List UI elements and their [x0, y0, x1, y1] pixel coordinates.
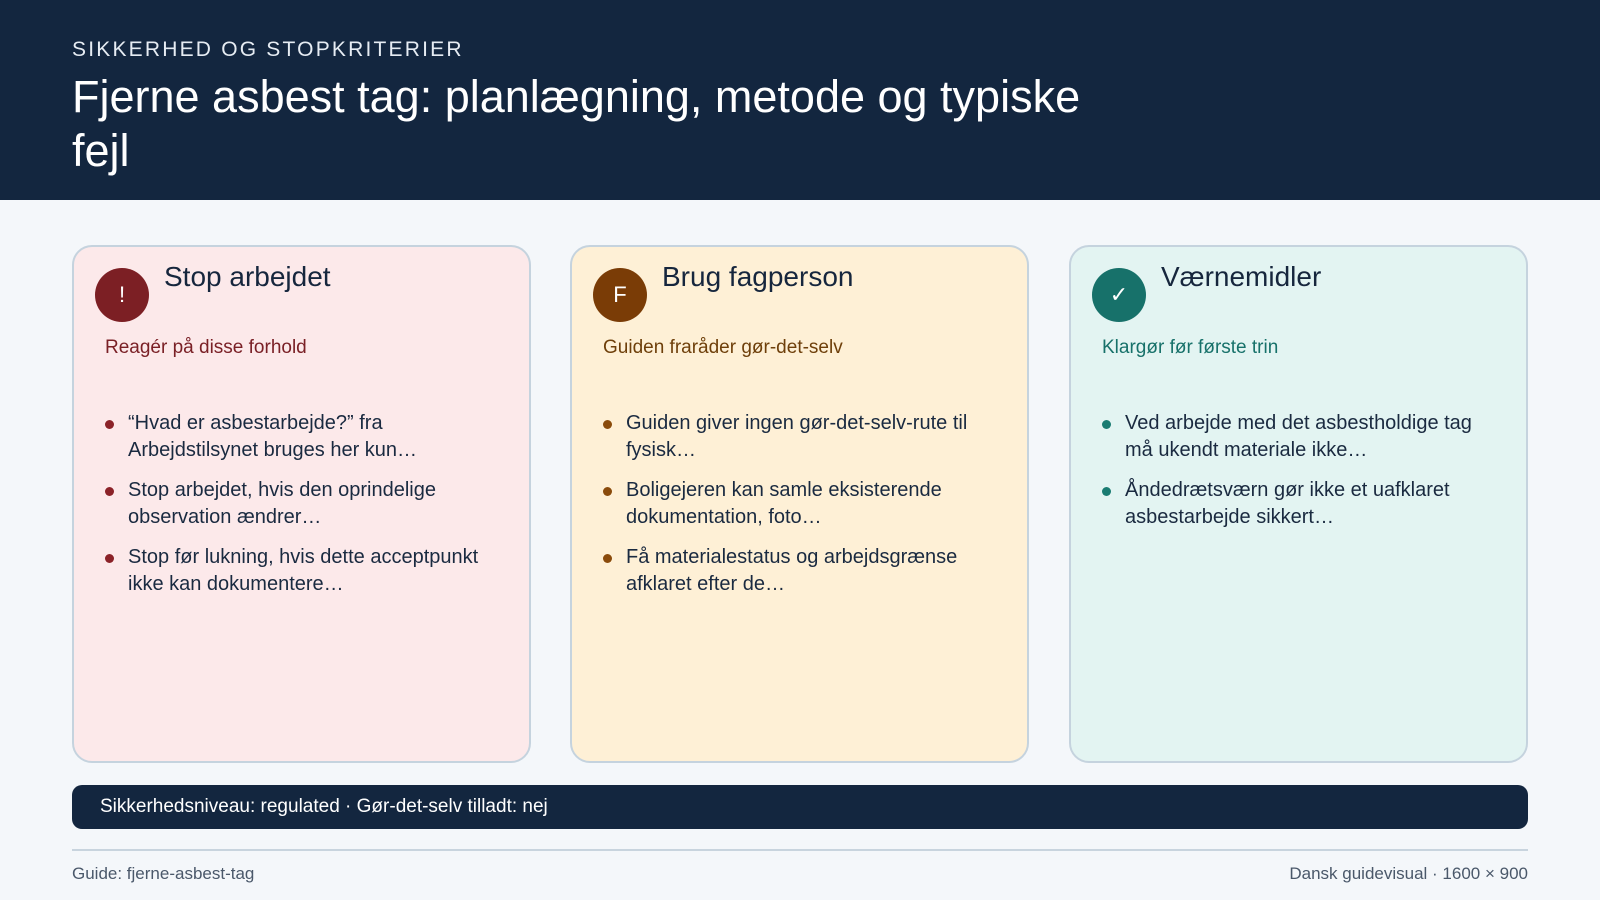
- bullet-text: Få materialestatus og arbejdsgrænse afklaret efter de…: [626, 546, 958, 595]
- bullet-dot-icon: [603, 420, 612, 429]
- exclamation-icon: !: [95, 268, 149, 322]
- page-title: Fjerne asbest tag: planlægning, metode og typiske fejl: [72, 71, 1081, 176]
- letter-f-icon: F: [593, 268, 647, 322]
- card-title: Værnemidler: [1161, 261, 1322, 292]
- bullet-text: Stop før lukning, hvis dette acceptpunkt ikke kan dokumentere…: [128, 546, 479, 595]
- card-title: Stop arbejdet: [164, 261, 331, 292]
- bullet-dot-icon: [1102, 420, 1111, 429]
- status-bar: Sikkerhedsniveau: regulated · Gør-det-selv tilladt: nej: [72, 785, 1528, 829]
- cards-row: [72, 245, 1528, 763]
- list-item: [603, 544, 1003, 598]
- list-item: [1102, 477, 1502, 531]
- list-item: [105, 477, 505, 531]
- bullet-list: [105, 410, 505, 611]
- list-item: [105, 544, 505, 598]
- bullet-text: Åndedrætsværn gør ikke et uafklaret asbestarbejde sikkert…: [1125, 479, 1450, 528]
- bullet-text: Boligejeren kan samle eksisterende dokumentation, foto…: [626, 479, 942, 528]
- card-brug-fagperson: [570, 245, 1029, 763]
- bullet-text: Guiden giver ingen gør-det-selv-rute til fysisk…: [626, 412, 968, 461]
- card-subtitle: Reagér på disse forhold: [105, 337, 307, 358]
- card-subtitle: Klargør før første trin: [1102, 337, 1279, 358]
- section-kicker: SIKKERHED OG STOPKRITERIER: [72, 38, 464, 61]
- card-title: Brug fagperson: [662, 261, 854, 292]
- header-banner: [0, 0, 1600, 200]
- bullet-dot-icon: [603, 554, 612, 563]
- bullet-dot-icon: [105, 420, 114, 429]
- bullet-list: [1102, 410, 1502, 544]
- footer-guide-label: Guide: fjerne-asbest-tag: [72, 864, 255, 883]
- list-item: [603, 477, 1003, 531]
- card-vaernemidler: [1069, 245, 1528, 763]
- bullet-dot-icon: [603, 487, 612, 496]
- checkmark-icon: ✓: [1092, 268, 1146, 322]
- footer-caption: Dansk guidevisual · 1600 × 900: [1289, 864, 1528, 883]
- list-item: [603, 410, 1003, 464]
- bullet-dot-icon: [105, 487, 114, 496]
- bullet-text: Ved arbejde med det asbestholdige tag må ukendt materiale ikke…: [1125, 412, 1472, 461]
- bullet-dot-icon: [1102, 487, 1111, 496]
- card-stop-arbejdet: [72, 245, 531, 763]
- bullet-list: [603, 410, 1003, 611]
- list-item: [1102, 410, 1502, 464]
- bullet-dot-icon: [105, 554, 114, 563]
- card-subtitle: Guiden fraråder gør-det-selv: [603, 337, 843, 358]
- list-item: [105, 410, 505, 464]
- footer-divider: [72, 849, 1528, 851]
- bullet-text: Stop arbejdet, hvis den oprindelige observation ændrer…: [128, 479, 436, 528]
- bullet-text: “Hvad er asbestarbejde?” fra Arbejdstilsynet bruges her kun…: [128, 412, 418, 461]
